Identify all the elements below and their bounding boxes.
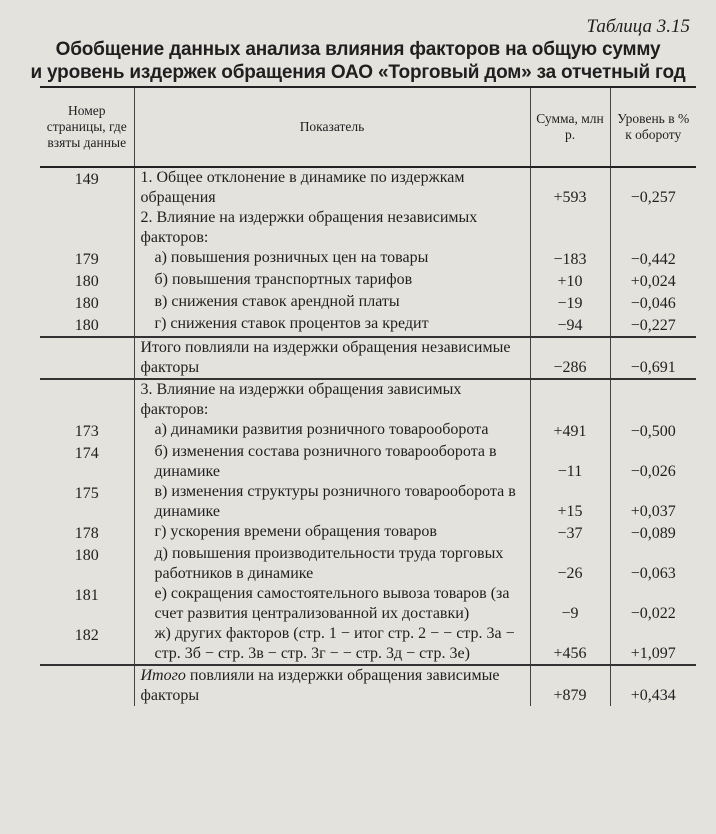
- page-number-cell: [40, 665, 134, 706]
- indicator-text: а) динамики развития розничного товарооборота: [154, 421, 489, 438]
- level-cell: −0,691: [610, 337, 696, 379]
- sum-cell: −94: [530, 314, 610, 337]
- data-table: [40, 86, 696, 706]
- header-row: [40, 87, 696, 167]
- indicator-cell: [134, 167, 530, 208]
- table-number: Таблица 3.15: [586, 16, 690, 37]
- sum-cell: −37: [530, 522, 610, 544]
- table-row: [40, 292, 696, 314]
- indicator-cell: [134, 248, 530, 270]
- indicator-cell: [134, 624, 530, 665]
- level-cell: −0,442: [610, 248, 696, 270]
- level-cell: +0,024: [610, 270, 696, 292]
- sum-cell: +15: [530, 482, 610, 522]
- indicator-text: 1. Общее отклонение в динамике по издержкам обращения: [140, 169, 465, 206]
- table-row: [40, 420, 696, 442]
- indicator-text: в) снижения ставок арендной платы: [154, 293, 400, 310]
- indicator-text: Итого повлияли на издержки обращения независимые факторы: [140, 339, 511, 376]
- page-number-cell: 173: [74, 423, 99, 440]
- sum-cell: +10: [530, 270, 610, 292]
- table-row: [40, 665, 696, 706]
- indicator-cell: [134, 270, 530, 292]
- indicator-text: в) изменения структуры розничного товарооборота в динамике: [154, 483, 516, 520]
- sum-cell: −19: [530, 292, 610, 314]
- indicator-text: а) повышения розничных цен на товары: [154, 249, 429, 266]
- page-number-cell: [40, 379, 134, 420]
- page-number-cell: 180: [74, 317, 99, 334]
- sum-cell: −9: [530, 584, 610, 624]
- page-number-cell: 179: [74, 251, 99, 268]
- level-cell: +0,037: [610, 482, 696, 522]
- level-cell: −0,046: [610, 292, 696, 314]
- page-number-cell: 175: [74, 485, 99, 502]
- indicator-cell: [134, 442, 530, 482]
- page-number-cell: [40, 337, 134, 379]
- sum-cell: [530, 379, 610, 420]
- page-number-cell: 178: [74, 525, 99, 542]
- level-cell: [610, 379, 696, 420]
- table-row: [40, 167, 696, 208]
- table-row: [40, 482, 696, 522]
- table-row: [40, 584, 696, 624]
- header-sum: Сумма, млн р.: [530, 87, 610, 167]
- level-cell: −0,026: [610, 442, 696, 482]
- page-number-cell: 180: [74, 547, 99, 564]
- indicator-text: повлияли на издержки обращения зависимые факторы: [140, 667, 500, 704]
- indicator-cell: [134, 584, 530, 624]
- page-number-cell: 149: [40, 167, 134, 208]
- level-cell: +1,097: [610, 624, 696, 665]
- sum-cell: −183: [530, 248, 610, 270]
- page-number-cell: 182: [74, 627, 99, 644]
- indicator-cell: [134, 292, 530, 314]
- header-page-no: Номер страницы, где взяты данные: [40, 87, 134, 167]
- indicator-text: г) снижения ставок процентов за кредит: [154, 315, 429, 332]
- indicator-text: 2. Влияние на издержки обращения независимых факторов:: [140, 209, 478, 246]
- table-row: [40, 337, 696, 379]
- indicator-text: ж) других факторов (стр. 1 − итог стр. 2 − − стр. 3а − стр. 3б − стр. 3в − стр. 3г − − стр. 3д − стр. 3е): [154, 625, 515, 662]
- table-row: [40, 314, 696, 337]
- indicator-text: 3. Влияние на издержки обращения зависимых факторов:: [140, 381, 462, 418]
- level-cell: −0,257: [610, 167, 696, 208]
- indicator-cell: [134, 420, 530, 442]
- indicator-cell: [134, 379, 530, 420]
- page-number-cell: 174: [74, 445, 99, 462]
- indicator-italic-text: Итого: [140, 667, 186, 684]
- table-row: [40, 270, 696, 292]
- level-cell: +0,434: [610, 665, 696, 706]
- table-row: [40, 544, 696, 584]
- indicator-cell: [134, 337, 530, 379]
- sum-cell: +593: [530, 167, 610, 208]
- header-indicator: Показатель: [134, 87, 530, 167]
- indicator-cell: [134, 208, 530, 248]
- header-level: Уровень в % к обороту: [610, 87, 696, 167]
- table-row: [40, 248, 696, 270]
- indicator-text: б) изменения состава розничного товарооборота в динамике: [154, 443, 497, 480]
- indicator-cell: [134, 314, 530, 337]
- page-number-cell: [40, 208, 134, 248]
- page-number-cell: 181: [74, 587, 99, 604]
- indicator-cell: [134, 522, 530, 544]
- table-row: [40, 442, 696, 482]
- level-cell: −0,089: [610, 522, 696, 544]
- table-body: [40, 167, 696, 706]
- level-cell: [610, 208, 696, 248]
- indicator-cell: [134, 482, 530, 522]
- table-row: [40, 379, 696, 420]
- level-cell: −0,227: [610, 314, 696, 337]
- indicator-text: г) ускорения времени обращения товаров: [154, 523, 437, 540]
- sum-cell: −286: [530, 337, 610, 379]
- title-line-1: Обобщение данных анализа влияния факторов на общую сумму: [55, 39, 661, 60]
- title-line-2: и уровень издержек обращения ОАО «Торговый дом» за отчетный год: [30, 62, 686, 83]
- sum-cell: −26: [530, 544, 610, 584]
- indicator-text: е) сокращения самостоятельного вывоза товаров (за счет развития централизованной их доставки): [154, 585, 510, 622]
- indicator-text: д) повышения производительности труда торговых работников в динамике: [154, 545, 504, 582]
- indicator-cell: [134, 544, 530, 584]
- indicator-cell: [134, 665, 530, 706]
- sum-cell: +456: [530, 624, 610, 665]
- sum-cell: +879: [530, 665, 610, 706]
- page-number-cell: 180: [74, 273, 99, 290]
- table-row: [40, 208, 696, 248]
- table-title: [0, 38, 716, 84]
- sum-cell: +491: [530, 420, 610, 442]
- table-row: [40, 522, 696, 544]
- sum-cell: −11: [530, 442, 610, 482]
- level-cell: −0,063: [610, 544, 696, 584]
- level-cell: −0,500: [610, 420, 696, 442]
- page-number-cell: 180: [74, 295, 99, 312]
- table-row: [40, 624, 696, 665]
- indicator-text: б) повышения транспортных тарифов: [154, 271, 413, 288]
- sum-cell: [530, 208, 610, 248]
- level-cell: −0,022: [610, 584, 696, 624]
